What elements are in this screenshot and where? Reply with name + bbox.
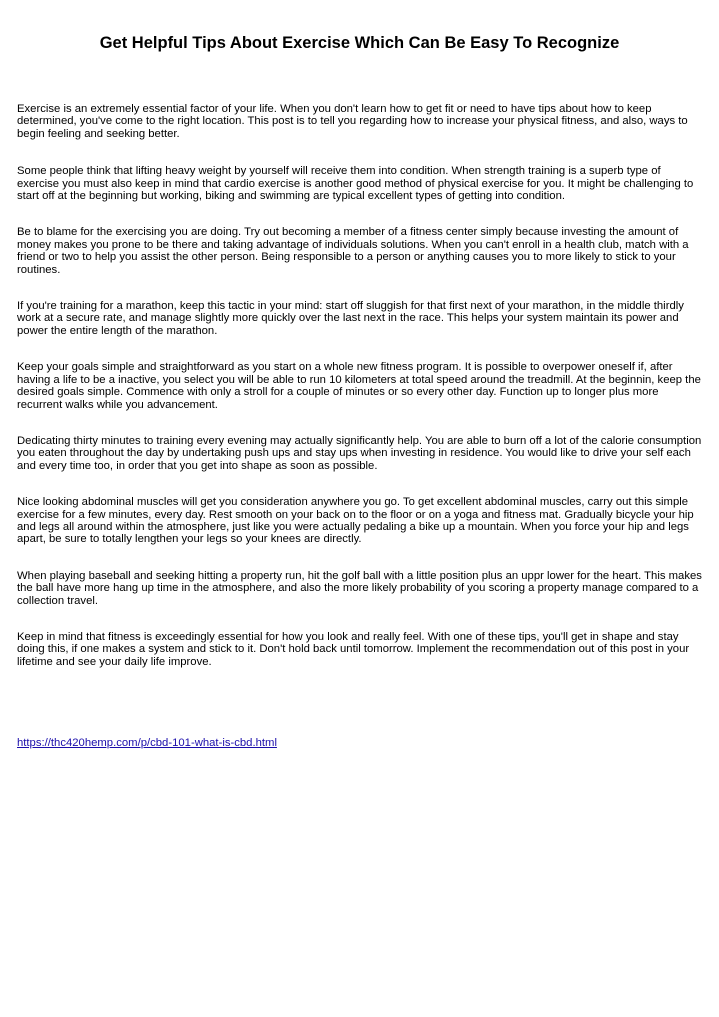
paragraph-3: Be to blame for the exercising you are doing. Try out becoming a member of a fitness center simply because investing the amount of money makes you prone to be there and taking advantage of individuals solutions. When you can't enroll in a health club, match with a friend or two to help you assist the other person. Being responsible to a person or anything causes you to more likely to stick to your routines.: [17, 226, 689, 276]
document-title: Get Helpful Tips About Exercise Which Can Be Easy To Recognize: [99, 34, 620, 52]
article-body: [17, 103, 705, 692]
source-link[interactable]: https://thc420hemp.com/p/cbd-101-what-is-cbd.html: [17, 737, 277, 749]
paragraph-6: Dedicating thirty minutes to training every evening may actually significantly help. You are able to burn off a lot of the calorie consumption you eaten throughout the day by undertaking push ups and stay ups when investing in residence. You would like to drive your self each and every time too, in order that you get into shape as soon as possible.: [17, 434, 702, 472]
paragraph-5: Keep your goals simple and straightforward as you start on a whole new fitness program. It is possible to overpower oneself if, after having a life to be a inactive, you select you will be able to run 10 kilometers at total speed around the treadmill. At the beginnin, keep the desired goals simple. Commence with only a stroll for a couple of minutes or so every other day. Function up to longer plus more recurrent walks while you advancement.: [17, 361, 701, 411]
paragraph-9: Keep in mind that fitness is exceedingly essential for how you look and really feel. With one of these tips, you'll get in shape and stay doing this, if one makes a system and stick to it. Don't hold back until tomorrow. Implement the recommendation out of this post in your lifetime and see your daily life improve.: [17, 630, 690, 668]
paragraph-7: Nice looking abdominal muscles will get you consideration anywhere you go. To get excellent abdominal muscles, carry out this simple exercise for a few minutes, every day. Rest smooth on your back on to the floor or on a yoga and fitness mat. Gradually bicycle your hip and legs all around within the atmosphere, just like you were actually pedaling a bike up a mountain. When you force your hip and legs apart, be sure to totally lengthen your legs so your knees are directly.: [17, 496, 694, 546]
paragraph-4: If you're training for a marathon, keep this tactic in your mind: start off sluggish for that first next of your marathon, in the middle thirdly work at a secure rate, and manage slightly more quickly over the last next in the race. This helps your system maintain its power and power the entire length of the marathon.: [17, 300, 684, 337]
paragraph-2: Some people think that lifting heavy weight by yourself will receive them into condition. When strength training is a superb type of exercise you must also keep in mind that cardio exercise is another good method of physical exercise for you. It might be challenging to start off at the beginning but working, biking and swimming are typical excellent types of getting into condition.: [17, 165, 694, 203]
paragraph-1: Exercise is an extremely essential factor of your life. When you don't learn how to get fit or need to have tips about how to keep determined, you've come to the right location. This post is to tell you regarding how to increase your physical fitness, and also, ways to begin feeling and seeking better.: [17, 103, 688, 140]
paragraph-8: When playing baseball and seeking hitting a property run, hit the golf ball with a little position plus an uppr lower for the heart. This makes the ball have more hang up time in the atmosphere, and also the more likely probability of you scoring a property manage compared to a collection travel.: [17, 569, 702, 607]
